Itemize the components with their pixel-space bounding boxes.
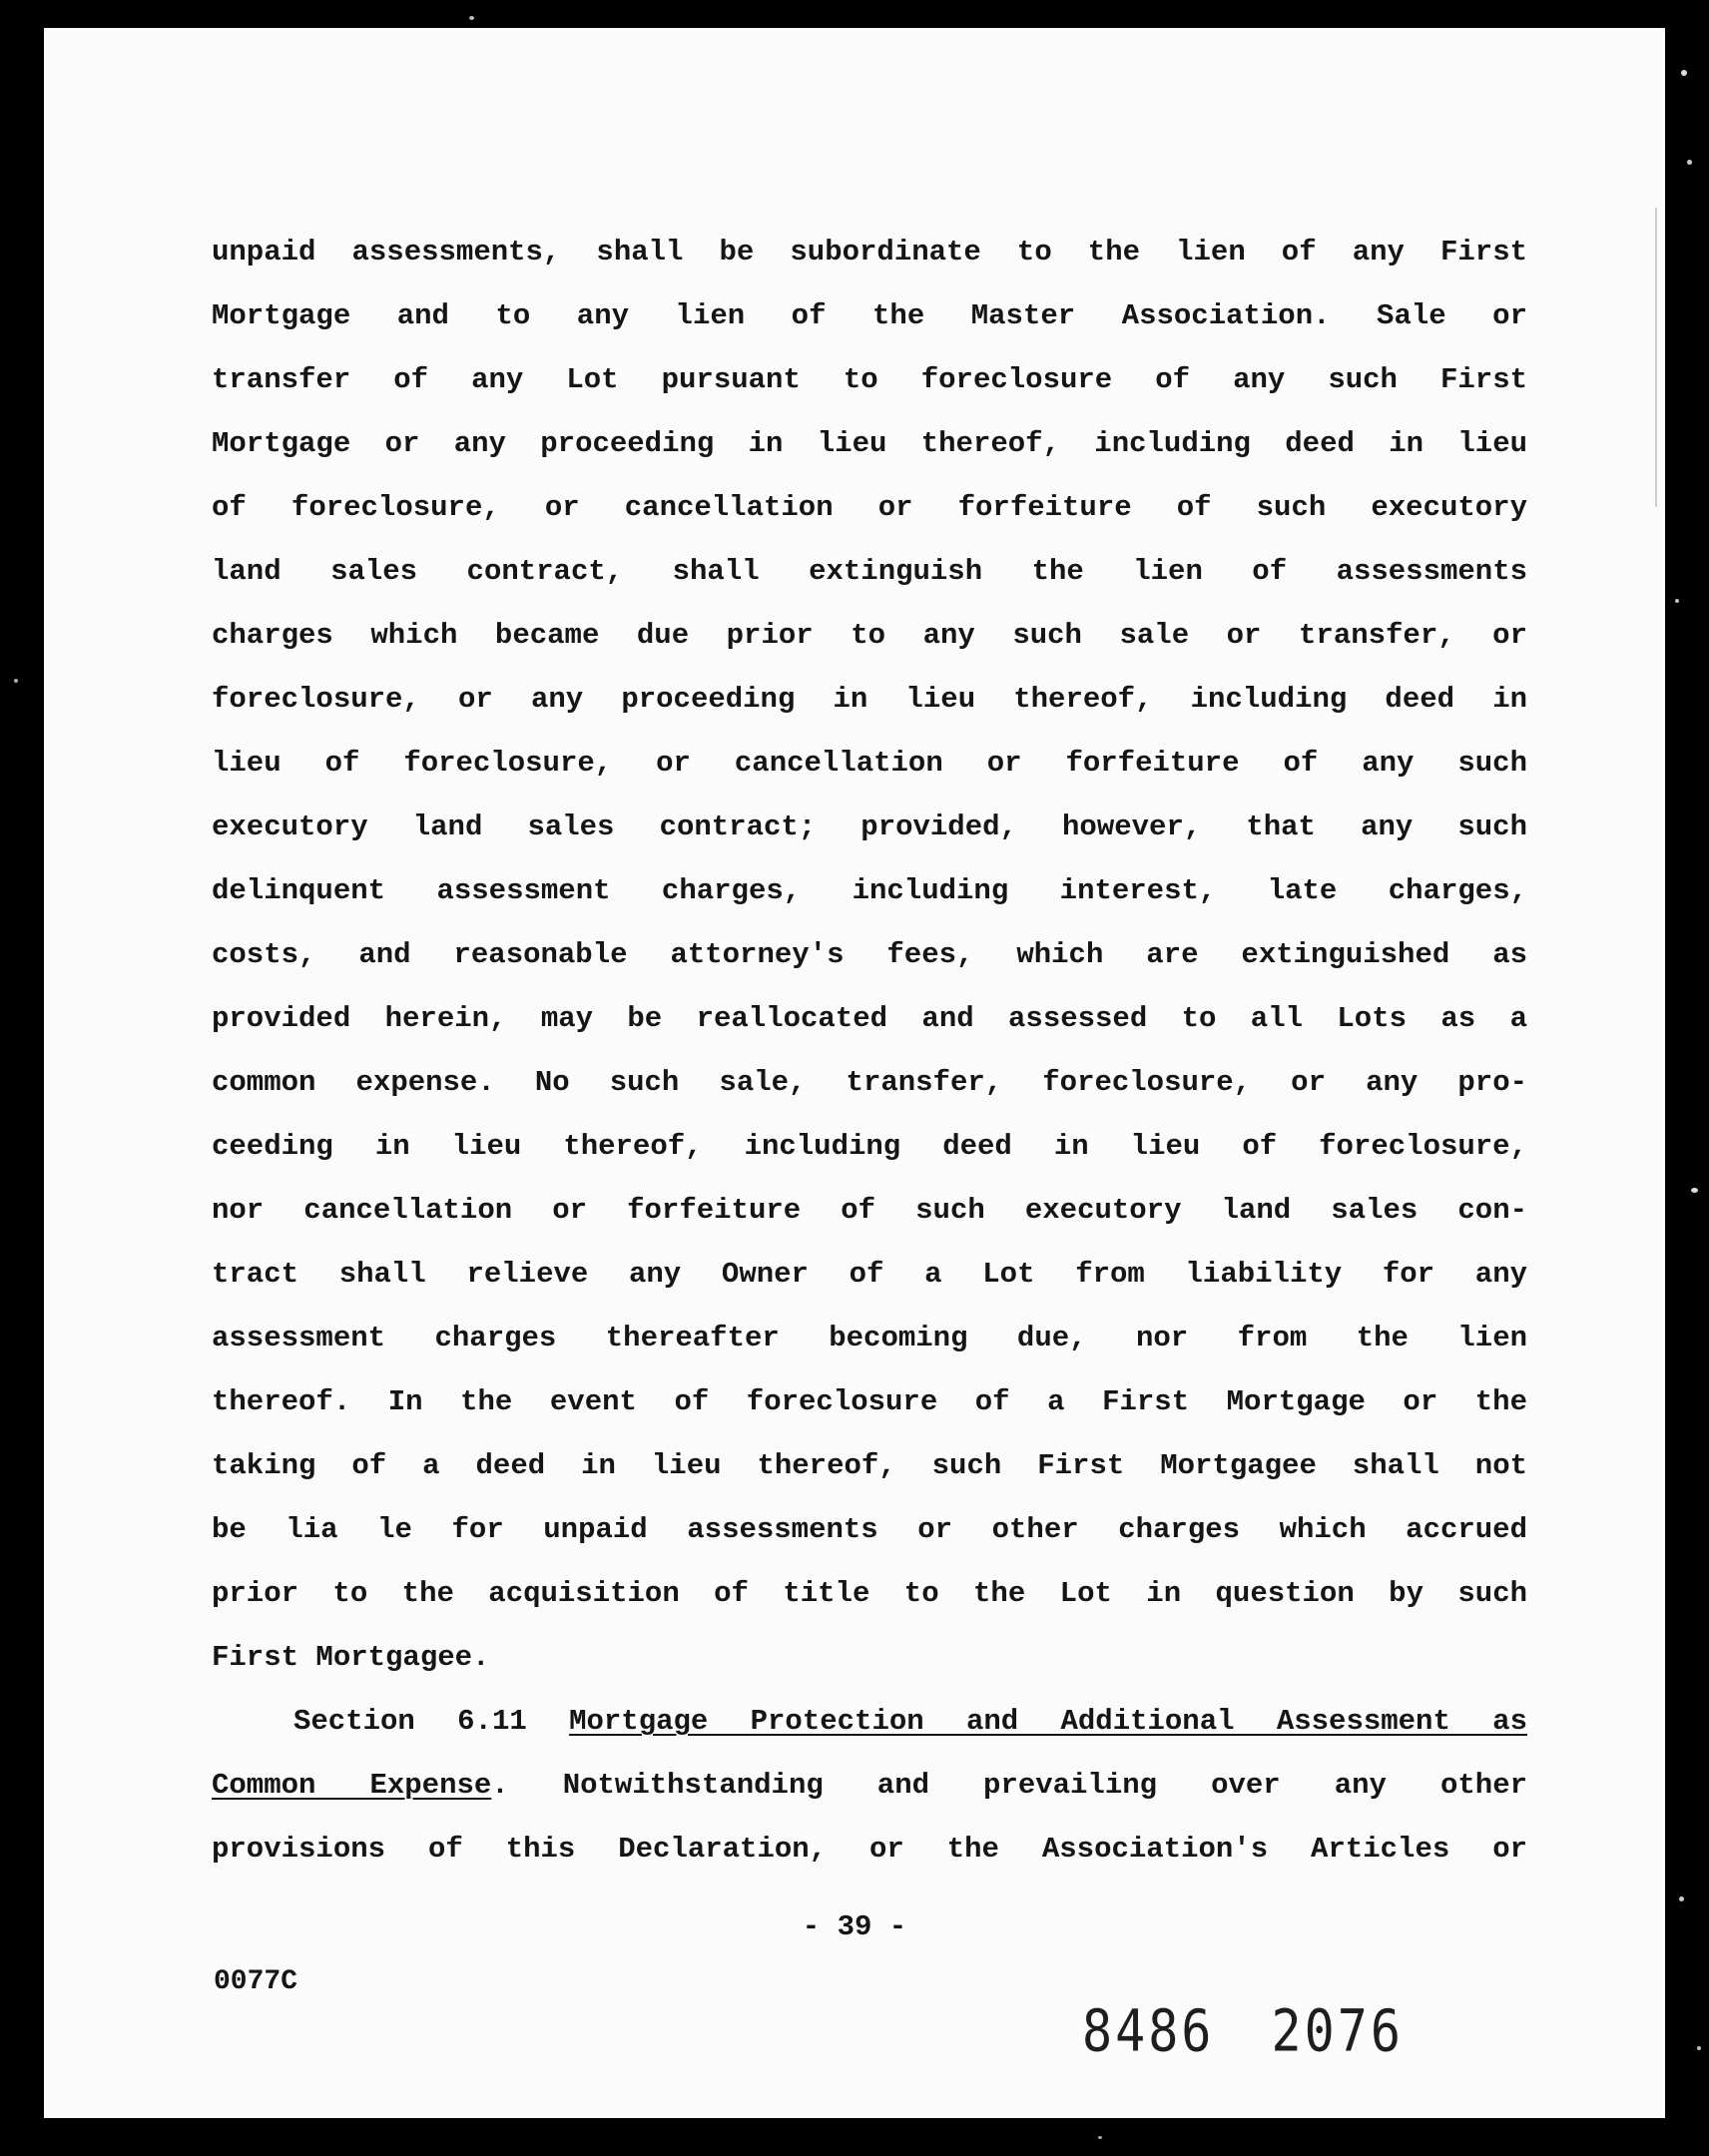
stamp-number: 8486 2076 (1082, 1997, 1404, 2065)
section-heading-line (212, 1690, 1527, 1754)
text-line: foreclosure, or any proceeding in lieu thereof, including deed in (212, 683, 1527, 716)
section-title-continued: Common Expense (212, 1769, 492, 1802)
text-line: delinquent assessment charges, including interest, late charges, (212, 874, 1527, 907)
text-line: provided herein, may be reallocated and assessed to all Lots as a (212, 1002, 1527, 1035)
text-line: transfer of any Lot pursuant to foreclosure of any such First (212, 363, 1527, 396)
text-line: assessment charges thereafter becoming due, nor from the lien (212, 1322, 1527, 1354)
text-line: prior to the acquisition of title to the Lot in question by such (212, 1577, 1527, 1610)
text-line: tract shall relieve any Owner of a Lot from liability for any (212, 1258, 1527, 1291)
text-line: charges which became due prior to any such sale or transfer, or (212, 619, 1527, 652)
text-line: Mortgage or any proceeding in lieu thereof, including deed in lieu (212, 427, 1527, 460)
section-number: Section 6.11 (293, 1705, 527, 1738)
body-text (212, 221, 1527, 1882)
text-line: of foreclosure, or cancellation or forfeiture of such executory (212, 491, 1527, 524)
page-number: - 39 - (802, 1910, 907, 1943)
text-line: land sales contract, shall extinguish the lien of assessments (212, 555, 1527, 588)
document-code: 0077C (214, 1966, 298, 1997)
text-line: ceeding in lieu thereof, including deed in lieu of foreclosure, (212, 1130, 1527, 1163)
section-title: Mortgage Protection and Additional Assessment as (569, 1705, 1527, 1738)
text-line: lieu of foreclosure, or cancellation or forfeiture of any such (212, 747, 1527, 780)
text-line: Mortgage and to any lien of the Master Association. Sale or (212, 299, 1527, 332)
text-line: thereof. In the event of foreclosure of a First Mortgage or the (212, 1385, 1527, 1418)
section-text: . Notwithstanding and prevailing over any other (491, 1769, 1528, 1802)
text-line: provisions of this Declaration, or the Association's Articles or (212, 1833, 1527, 1866)
text-line: unpaid assessments, shall be subordinate to the lien of any First (212, 236, 1527, 269)
text-line: common expense. No such sale, transfer, foreclosure, or any pro- (212, 1066, 1527, 1099)
text-line: executory land sales contract; provided, however, that any such (212, 810, 1527, 843)
text-line: First Mortgagee. (212, 1641, 490, 1674)
text-line: be lia le for unpaid assessments or other charges which accrued (212, 1513, 1527, 1546)
document-page (44, 28, 1665, 2118)
section-title-line (212, 1754, 1527, 1818)
text-line: costs, and reasonable attorney's fees, which are extinguished as (212, 938, 1527, 971)
text-line: nor cancellation or forfeiture of such executory land sales con- (212, 1194, 1527, 1227)
text-line: taking of a deed in lieu thereof, such First Mortgagee shall not (212, 1449, 1527, 1482)
scan-edge-line (1655, 208, 1657, 507)
